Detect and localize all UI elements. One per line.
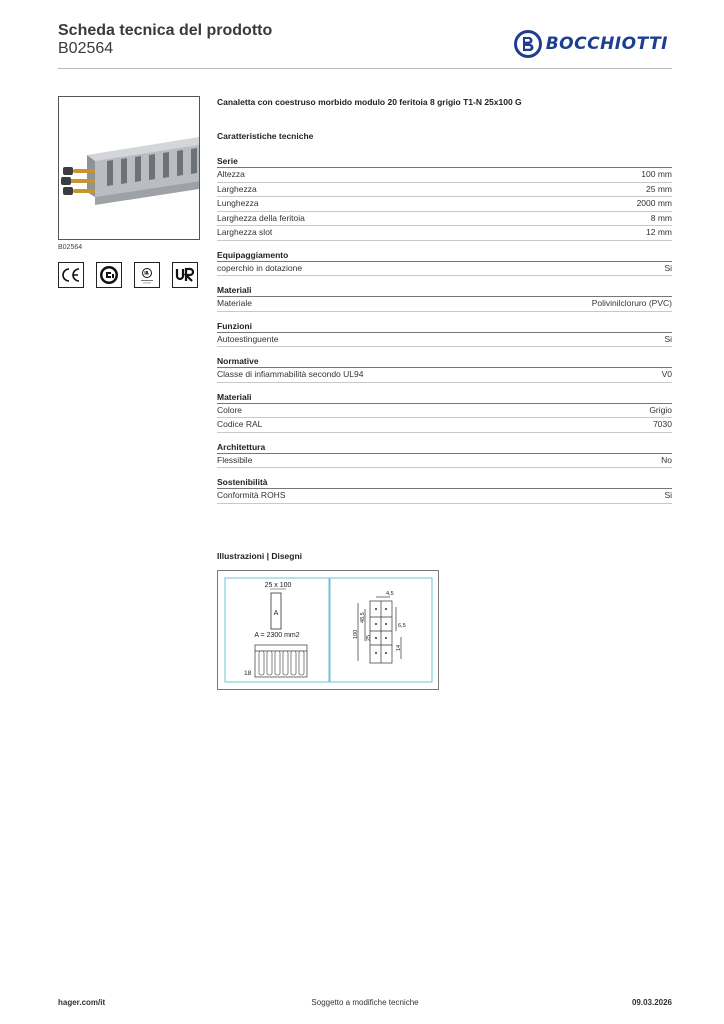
- csa-mark-icon: [96, 262, 122, 288]
- spec-section-title: Materiali: [217, 392, 672, 404]
- spec-label: Larghezza: [217, 183, 257, 194]
- right-dim-5: 14: [396, 644, 402, 651]
- spec-row: [217, 168, 672, 183]
- spec-section-title: Funzioni: [217, 321, 672, 333]
- spec-table: [217, 156, 672, 513]
- spec-value: 100 mm: [641, 169, 672, 179]
- spec-value: Si: [664, 490, 672, 500]
- spec-value: Si: [664, 333, 672, 344]
- brand-logo: [514, 28, 668, 60]
- spec-label: Codice RAL: [217, 419, 263, 429]
- spec-section-title: Architettura: [217, 442, 672, 454]
- page-footer: [58, 998, 672, 1010]
- spec-value: Grigio: [649, 404, 672, 415]
- footer-note: Soggetto a modifiche tecniche: [311, 998, 419, 1007]
- product-image: [58, 96, 200, 240]
- spec-section-title: Normative: [217, 356, 672, 368]
- spec-section-title: Materiali: [217, 285, 672, 297]
- page-header: [58, 20, 672, 68]
- footer-website-link[interactable]: hager.com/it: [58, 998, 106, 1007]
- page-title: Scheda tecnica del prodotto: [58, 22, 273, 39]
- ce-mark-icon: [58, 262, 84, 288]
- spec-section: [217, 250, 672, 277]
- spec-label: Autoestinguente: [217, 333, 279, 344]
- left-dim-bottom: 18: [244, 670, 252, 677]
- spec-row: [217, 418, 672, 433]
- technical-drawing-svg: [218, 571, 438, 689]
- right-dim-1: 48,5: [360, 612, 366, 623]
- technical-drawing: [217, 570, 439, 690]
- spec-value: 25 mm: [646, 183, 672, 194]
- certification-marks: [58, 262, 198, 288]
- spec-section: [217, 321, 672, 348]
- left-dim-top: 25 x 100: [264, 582, 292, 589]
- spec-label: Materiale: [217, 298, 252, 308]
- right-dim-3: 6,5: [398, 623, 406, 629]
- spec-value: No: [661, 454, 672, 465]
- spec-label: coperchio in dotazione: [217, 262, 303, 273]
- spec-row: [217, 489, 672, 504]
- spec-section: [217, 442, 672, 469]
- spec-value: V0: [661, 369, 672, 379]
- spec-label: Classe di infiammabilità secondo UL94: [217, 369, 364, 379]
- spec-value: 7030: [653, 419, 672, 429]
- spec-section-title: Sostenibilità: [217, 477, 672, 489]
- spec-value: 8 mm: [650, 212, 672, 223]
- spec-section: [217, 477, 672, 504]
- spec-label: Larghezza della feritoia: [217, 212, 305, 223]
- spec-label: Lunghezza: [217, 198, 259, 208]
- brand-logo-icon: [514, 30, 542, 58]
- spec-label: Altezza: [217, 169, 245, 179]
- image-caption: B02564: [58, 244, 83, 251]
- spec-value: 2000 mm: [636, 198, 672, 208]
- spec-value: Si: [664, 262, 672, 273]
- right-dim-2: 100: [353, 629, 359, 639]
- illustrations-heading: Illustrazioni | Disegni: [217, 551, 303, 561]
- spec-section: [217, 392, 672, 433]
- spec-label: Colore: [217, 404, 243, 415]
- spec-row: [217, 333, 672, 348]
- spec-section-title: Equipaggiamento: [217, 250, 672, 262]
- section-label: A: [273, 610, 279, 617]
- product-code: B02564: [58, 40, 114, 57]
- spec-section-title: Serie: [217, 156, 672, 168]
- spec-label: Conformità ROHS: [217, 490, 286, 500]
- spec-section: [217, 285, 672, 312]
- spec-row: [217, 297, 672, 312]
- footer-date: 09.03.2026: [631, 998, 672, 1007]
- spec-row: [217, 226, 672, 241]
- header-divider: [58, 68, 672, 69]
- spec-row: [217, 368, 672, 383]
- spec-value: Polivinilcloruro (PVC): [591, 298, 672, 308]
- cable-duct-illustration: [59, 97, 199, 239]
- spec-row: [217, 454, 672, 469]
- spec-row: [217, 262, 672, 277]
- tech-specs-heading: Caratteristiche tecniche: [217, 131, 314, 141]
- ur-recognized-mark-icon: [172, 262, 198, 288]
- spec-value: 12 mm: [646, 227, 672, 237]
- ul-listed-mark-icon: [134, 262, 160, 288]
- right-dim-0: 4,5: [386, 591, 394, 597]
- product-description: Canaletta con coestruso morbido modulo 20 feritoia 8 grigio T1-N 25x100 G: [217, 97, 522, 107]
- spec-section: [217, 356, 672, 383]
- spec-label: Flessibile: [217, 454, 253, 465]
- section-area: A = 2300 mm2: [254, 632, 300, 639]
- brand-name: BOCCHIOTTI: [545, 34, 668, 54]
- spec-label: Larghezza slot: [217, 227, 273, 237]
- spec-section: [217, 156, 672, 241]
- spec-row: [217, 183, 672, 198]
- spec-row: [217, 404, 672, 419]
- right-dim-4: 25: [366, 634, 372, 641]
- spec-row: [217, 212, 672, 227]
- spec-row: [217, 197, 672, 212]
